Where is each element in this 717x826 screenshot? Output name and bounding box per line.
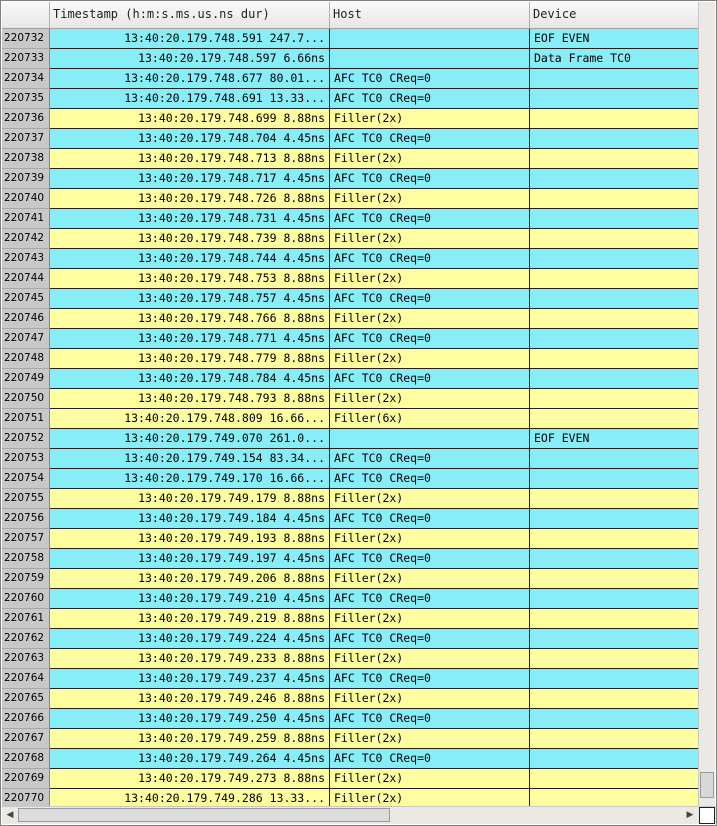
table-row[interactable]: [2, 549, 715, 569]
row-index: 220738: [2, 149, 50, 169]
row-timestamp: 13:40:20.179.748.726 8.88ns: [50, 189, 330, 209]
table-row[interactable]: [2, 149, 715, 169]
table-row[interactable]: [2, 729, 715, 749]
row-host: AFC TC0 CReq=0: [330, 469, 530, 489]
row-device: [530, 349, 715, 369]
row-index: 220744: [2, 269, 50, 289]
row-timestamp: 13:40:20.179.748.691 13.33...: [50, 89, 330, 109]
row-host: Filler(2x): [330, 769, 530, 789]
row-device: [530, 129, 715, 149]
row-host: Filler(2x): [330, 729, 530, 749]
table-row[interactable]: [2, 449, 715, 469]
row-device: [530, 409, 715, 429]
scroll-right-arrow-icon[interactable]: ▶: [686, 810, 694, 820]
row-device: [530, 289, 715, 309]
row-host: AFC TC0 CReq=0: [330, 749, 530, 769]
row-index: 220749: [2, 369, 50, 389]
table-row[interactable]: [2, 169, 715, 189]
row-index: 220767: [2, 729, 50, 749]
row-index: 220751: [2, 409, 50, 429]
row-host: Filler(2x): [330, 269, 530, 289]
row-index: 220732: [2, 29, 50, 49]
row-device: [530, 549, 715, 569]
row-index: 220768: [2, 749, 50, 769]
horizontal-scroll-thumb[interactable]: [18, 808, 390, 822]
row-timestamp: 13:40:20.179.748.591 247.7...: [50, 29, 330, 49]
header-index[interactable]: [2, 2, 50, 28]
row-host: AFC TC0 CReq=0: [330, 329, 530, 349]
row-timestamp: 13:40:20.179.748.766 8.88ns: [50, 309, 330, 329]
table-row[interactable]: [2, 509, 715, 529]
row-device: [530, 269, 715, 289]
row-device: [530, 509, 715, 529]
row-timestamp: 13:40:20.179.749.219 8.88ns: [50, 609, 330, 629]
table-header: [2, 2, 715, 29]
table-row[interactable]: [2, 309, 715, 329]
row-timestamp: 13:40:20.179.749.193 8.88ns: [50, 529, 330, 549]
table-row[interactable]: [2, 629, 715, 649]
row-host: Filler(2x): [330, 109, 530, 129]
scrollbar-corner: [699, 807, 715, 824]
row-host: AFC TC0 CReq=0: [330, 209, 530, 229]
row-device: [530, 209, 715, 229]
row-timestamp: 13:40:20.179.748.717 4.45ns: [50, 169, 330, 189]
table-row[interactable]: [2, 569, 715, 589]
row-host: Filler(6x): [330, 409, 530, 429]
row-host: Filler(2x): [330, 689, 530, 709]
table-row[interactable]: [2, 749, 715, 769]
row-timestamp: 13:40:20.179.749.250 4.45ns: [50, 709, 330, 729]
table-row[interactable]: [2, 669, 715, 689]
table-row[interactable]: [2, 109, 715, 129]
row-host: AFC TC0 CReq=0: [330, 669, 530, 689]
row-timestamp: 13:40:20.179.748.731 4.45ns: [50, 209, 330, 229]
row-host: Filler(2x): [330, 529, 530, 549]
row-index: 220753: [2, 449, 50, 469]
row-device: [530, 229, 715, 249]
scroll-left-arrow-icon[interactable]: ◀: [6, 810, 14, 820]
row-host: Filler(2x): [330, 789, 530, 809]
table-row[interactable]: [2, 589, 715, 609]
row-index: 220761: [2, 609, 50, 629]
row-timestamp: 13:40:20.179.749.273 8.88ns: [50, 769, 330, 789]
row-device: [530, 649, 715, 669]
table-row[interactable]: [2, 489, 715, 509]
row-host: Filler(2x): [330, 309, 530, 329]
row-host: AFC TC0 CReq=0: [330, 369, 530, 389]
header-device[interactable]: Device: [530, 2, 715, 28]
row-index: 220736: [2, 109, 50, 129]
row-index: 220735: [2, 89, 50, 109]
row-device: [530, 249, 715, 269]
header-host[interactable]: Host: [330, 2, 530, 28]
row-host: Filler(2x): [330, 649, 530, 669]
row-index: 220733: [2, 49, 50, 69]
table-row[interactable]: [2, 609, 715, 629]
row-index: 220748: [2, 349, 50, 369]
row-timestamp: 13:40:20.179.748.744 4.45ns: [50, 249, 330, 269]
table-row[interactable]: [2, 709, 715, 729]
row-timestamp: 13:40:20.179.748.809 16.66...: [50, 409, 330, 429]
row-timestamp: 13:40:20.179.749.286 13.33...: [50, 789, 330, 809]
row-timestamp: 13:40:20.179.749.246 8.88ns: [50, 689, 330, 709]
table-row[interactable]: [2, 209, 715, 229]
row-host: AFC TC0 CReq=0: [330, 289, 530, 309]
row-index: 220734: [2, 69, 50, 89]
row-device: [530, 189, 715, 209]
row-timestamp: 13:40:20.179.748.771 4.45ns: [50, 329, 330, 349]
row-host: AFC TC0 CReq=0: [330, 449, 530, 469]
row-index: 220755: [2, 489, 50, 509]
row-host: AFC TC0 CReq=0: [330, 509, 530, 529]
row-host: AFC TC0 CReq=0: [330, 589, 530, 609]
row-index: 220760: [2, 589, 50, 609]
row-timestamp: 13:40:20.179.749.179 8.88ns: [50, 489, 330, 509]
row-device: [530, 89, 715, 109]
row-index: 220765: [2, 689, 50, 709]
row-timestamp: 13:40:20.179.748.677 80.01...: [50, 69, 330, 89]
row-host: AFC TC0 CReq=0: [330, 249, 530, 269]
table-row[interactable]: [2, 49, 715, 69]
row-device: [530, 389, 715, 409]
row-timestamp: 13:40:20.179.748.753 8.88ns: [50, 269, 330, 289]
horizontal-scrollbar[interactable]: [2, 806, 716, 824]
row-device: [530, 489, 715, 509]
row-host: [330, 29, 530, 49]
table-row[interactable]: [2, 269, 715, 289]
row-host: Filler(2x): [330, 489, 530, 509]
row-host: [330, 429, 530, 449]
row-host: AFC TC0 CReq=0: [330, 89, 530, 109]
row-index: 220741: [2, 209, 50, 229]
row-index: 220742: [2, 229, 50, 249]
row-index: 220745: [2, 289, 50, 309]
row-device: [530, 149, 715, 169]
row-index: 220754: [2, 469, 50, 489]
row-index: 220769: [2, 769, 50, 789]
row-device: [530, 469, 715, 489]
row-index: 220750: [2, 389, 50, 409]
row-timestamp: 13:40:20.179.749.184 4.45ns: [50, 509, 330, 529]
row-timestamp: 13:40:20.179.749.233 8.88ns: [50, 649, 330, 669]
row-host: AFC TC0 CReq=0: [330, 69, 530, 89]
row-index: 220743: [2, 249, 50, 269]
row-timestamp: 13:40:20.179.748.713 8.88ns: [50, 149, 330, 169]
table-row[interactable]: [2, 689, 715, 709]
row-timestamp: 13:40:20.179.749.237 4.45ns: [50, 669, 330, 689]
row-timestamp: 13:40:20.179.749.264 4.45ns: [50, 749, 330, 769]
row-host: AFC TC0 CReq=0: [330, 129, 530, 149]
row-timestamp: 13:40:20.179.749.206 8.88ns: [50, 569, 330, 589]
row-device: [530, 729, 715, 749]
row-host: Filler(2x): [330, 349, 530, 369]
row-timestamp: 13:40:20.179.748.757 4.45ns: [50, 289, 330, 309]
row-index: 220746: [2, 309, 50, 329]
table-row[interactable]: [2, 409, 715, 429]
row-index: 220737: [2, 129, 50, 149]
table-row[interactable]: [2, 69, 715, 89]
row-timestamp: 13:40:20.179.749.210 4.45ns: [50, 589, 330, 609]
table-row[interactable]: [2, 189, 715, 209]
row-host: Filler(2x): [330, 149, 530, 169]
row-index: 220740: [2, 189, 50, 209]
table-row[interactable]: [2, 129, 715, 149]
row-timestamp: 13:40:20.179.749.154 83.34...: [50, 449, 330, 469]
row-device: [530, 109, 715, 129]
row-timestamp: 13:40:20.179.749.170 16.66...: [50, 469, 330, 489]
table-row[interactable]: [2, 369, 715, 389]
row-device: [530, 449, 715, 469]
table-row[interactable]: [2, 29, 715, 49]
table-row[interactable]: [2, 349, 715, 369]
row-timestamp: 13:40:20.179.749.197 4.45ns: [50, 549, 330, 569]
row-device: [530, 709, 715, 729]
row-timestamp: 13:40:20.179.748.739 8.88ns: [50, 229, 330, 249]
row-device: [530, 669, 715, 689]
row-device: [530, 589, 715, 609]
row-device: [530, 529, 715, 549]
row-index: 220762: [2, 629, 50, 649]
table-row[interactable]: [2, 429, 715, 449]
row-device: [530, 769, 715, 789]
row-timestamp: 13:40:20.179.749.224 4.45ns: [50, 629, 330, 649]
vertical-scroll-thumb[interactable]: [700, 772, 714, 798]
row-index: 220747: [2, 329, 50, 349]
row-timestamp: 13:40:20.179.748.784 4.45ns: [50, 369, 330, 389]
row-timestamp: 13:40:20.179.748.704 4.45ns: [50, 129, 330, 149]
table-row[interactable]: [2, 649, 715, 669]
row-device: [530, 369, 715, 389]
row-device: [530, 629, 715, 649]
row-device: EOF EVEN: [530, 429, 715, 449]
row-index: 220764: [2, 669, 50, 689]
row-index: 220752: [2, 429, 50, 449]
table-row[interactable]: [2, 389, 715, 409]
row-index: 220759: [2, 569, 50, 589]
row-device: [530, 609, 715, 629]
row-device: [530, 329, 715, 349]
header-timestamp[interactable]: Timestamp (h:m:s.ms.us.ns dur): [50, 2, 330, 28]
row-host: Filler(2x): [330, 189, 530, 209]
table-row[interactable]: [2, 469, 715, 489]
row-host: AFC TC0 CReq=0: [330, 629, 530, 649]
row-timestamp: 13:40:20.179.748.699 8.88ns: [50, 109, 330, 129]
row-device: [530, 169, 715, 189]
row-device: [530, 749, 715, 769]
table-row[interactable]: [2, 329, 715, 349]
row-timestamp: 13:40:20.179.748.779 8.88ns: [50, 349, 330, 369]
row-host: AFC TC0 CReq=0: [330, 549, 530, 569]
table-row[interactable]: [2, 89, 715, 109]
row-host: AFC TC0 CReq=0: [330, 169, 530, 189]
table-row[interactable]: [2, 229, 715, 249]
row-timestamp: 13:40:20.179.749.259 8.88ns: [50, 729, 330, 749]
row-timestamp: 13:40:20.179.748.597 6.66ns: [50, 49, 330, 69]
row-index: 220763: [2, 649, 50, 669]
row-index: 220756: [2, 509, 50, 529]
row-index: 220739: [2, 169, 50, 189]
vertical-scrollbar[interactable]: [698, 2, 715, 808]
table-row[interactable]: [2, 769, 715, 789]
row-host: Filler(2x): [330, 609, 530, 629]
table-body: [2, 29, 715, 809]
row-index: 220770: [2, 789, 50, 809]
row-device: Data Frame TC0: [530, 49, 715, 69]
table-row[interactable]: [2, 289, 715, 309]
row-device: [530, 309, 715, 329]
row-index: 220766: [2, 709, 50, 729]
row-timestamp: 13:40:20.179.748.793 8.88ns: [50, 389, 330, 409]
row-host: [330, 49, 530, 69]
row-host: Filler(2x): [330, 389, 530, 409]
row-host: AFC TC0 CReq=0: [330, 709, 530, 729]
row-device: [530, 69, 715, 89]
table-row[interactable]: [2, 249, 715, 269]
row-host: Filler(2x): [330, 569, 530, 589]
row-timestamp: 13:40:20.179.749.070 261.0...: [50, 429, 330, 449]
table-row[interactable]: [2, 529, 715, 549]
row-index: 220757: [2, 529, 50, 549]
row-index: 220758: [2, 549, 50, 569]
row-host: Filler(2x): [330, 229, 530, 249]
row-device: [530, 569, 715, 589]
row-device: EOF EVEN: [530, 29, 715, 49]
row-device: [530, 689, 715, 709]
